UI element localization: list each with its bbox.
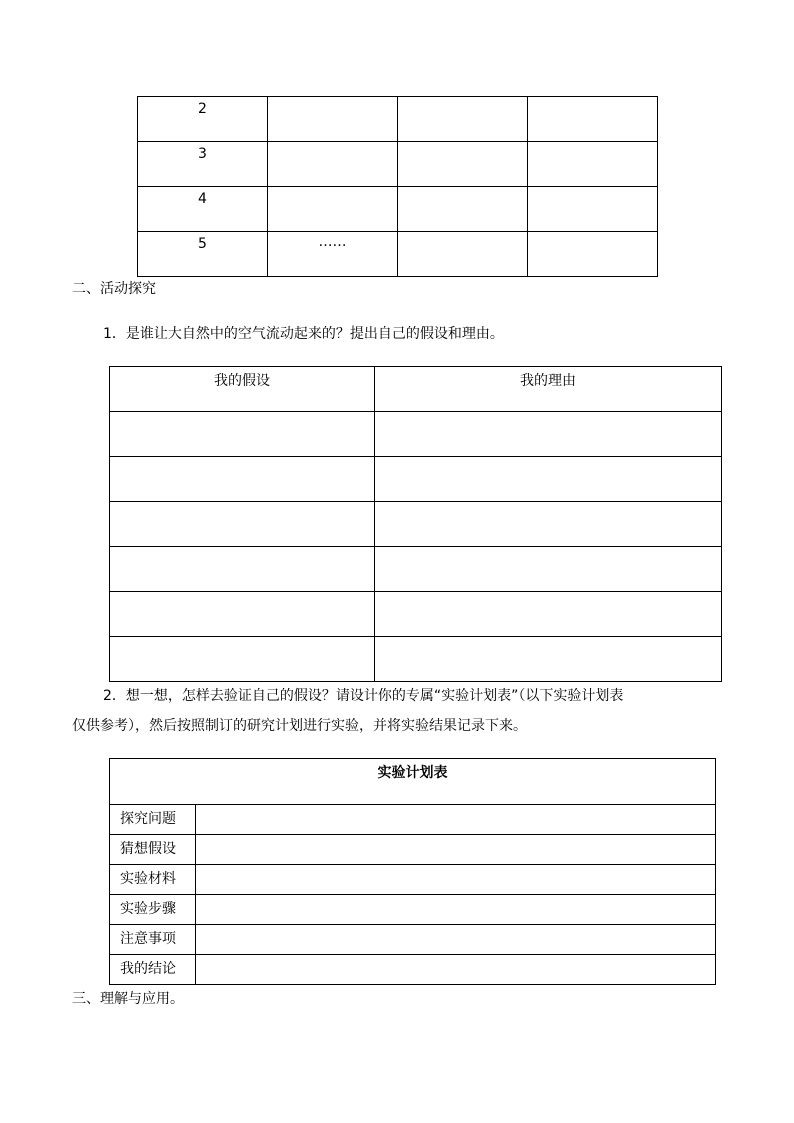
table-cell[interactable] [398, 97, 528, 142]
row-label: 探究问题 [110, 805, 196, 835]
table-row [138, 232, 658, 277]
reason-cell[interactable] [375, 592, 722, 637]
row-number: 4 [138, 187, 268, 232]
row-label: 我的结论 [110, 955, 196, 985]
hypothesis-cell[interactable] [110, 412, 375, 457]
table-row [110, 592, 722, 637]
table-cell[interactable] [268, 142, 398, 187]
table-row [110, 412, 722, 457]
table-row [138, 97, 658, 142]
table-row [138, 142, 658, 187]
experiment-plan-table [109, 758, 716, 985]
reason-cell[interactable] [375, 412, 722, 457]
table-row [110, 925, 716, 955]
row-number: 2 [138, 97, 268, 142]
row-value[interactable] [196, 925, 716, 955]
table-header-row [110, 367, 722, 412]
reason-cell[interactable] [375, 502, 722, 547]
question-2-line-2: 仅供参考），然后按照制订的研究计划进行实验，并将实验结果记录下来。 [72, 718, 527, 734]
row-label: 实验材料 [110, 865, 196, 895]
table-cell[interactable] [398, 187, 528, 232]
table-row [110, 637, 722, 682]
row-label: 猜想假设 [110, 835, 196, 865]
table-row [110, 835, 716, 865]
table-title-row [110, 759, 716, 805]
hypothesis-cell[interactable] [110, 457, 375, 502]
column-header-hypothesis: 我的假设 [110, 367, 375, 412]
table-cell[interactable] [528, 142, 658, 187]
hypothesis-cell[interactable] [110, 502, 375, 547]
table-cell[interactable] [268, 97, 398, 142]
table-cell[interactable] [268, 187, 398, 232]
plan-table-title: 实验计划表 [110, 759, 716, 805]
row-label: 实验步骤 [110, 895, 196, 925]
row-value[interactable] [196, 865, 716, 895]
table-row [110, 457, 722, 502]
hypothesis-cell[interactable] [110, 547, 375, 592]
table-row [110, 547, 722, 592]
row-number: 3 [138, 142, 268, 187]
hypothesis-cell[interactable] [110, 592, 375, 637]
row-value[interactable] [196, 835, 716, 865]
section-heading: 三、理解与应用。 [72, 991, 184, 1007]
record-table [137, 96, 658, 277]
table-row [110, 865, 716, 895]
row-label: 注意事项 [110, 925, 196, 955]
reason-cell[interactable] [375, 457, 722, 502]
row-value[interactable] [196, 955, 716, 985]
table-row [110, 955, 716, 985]
table-row [138, 187, 658, 232]
table-row [110, 502, 722, 547]
table-cell[interactable] [528, 97, 658, 142]
row-number: 5 [138, 232, 268, 277]
question-2-line-1: 2．想一想，怎样去验证自己的假设？请设计你的专属“实验计划表”（以下实验计划表 [103, 688, 624, 704]
table-cell[interactable] [528, 232, 658, 277]
table-cell[interactable] [398, 142, 528, 187]
hypothesis-cell[interactable] [110, 637, 375, 682]
reason-cell[interactable] [375, 637, 722, 682]
table-cell[interactable] [398, 232, 528, 277]
reason-cell[interactable] [375, 547, 722, 592]
column-header-reason: 我的理由 [375, 367, 722, 412]
table-row [110, 895, 716, 925]
section-heading: 二、活动探究 [72, 281, 156, 297]
row-value[interactable] [196, 805, 716, 835]
table-row [110, 805, 716, 835]
row-value[interactable] [196, 895, 716, 925]
table-cell[interactable] [528, 187, 658, 232]
hypothesis-table [109, 366, 722, 682]
question-1: 1．是谁让大自然中的空气流动起来的？提出自己的假设和理由。 [103, 326, 504, 342]
ellipsis-cell: …… [268, 232, 398, 277]
